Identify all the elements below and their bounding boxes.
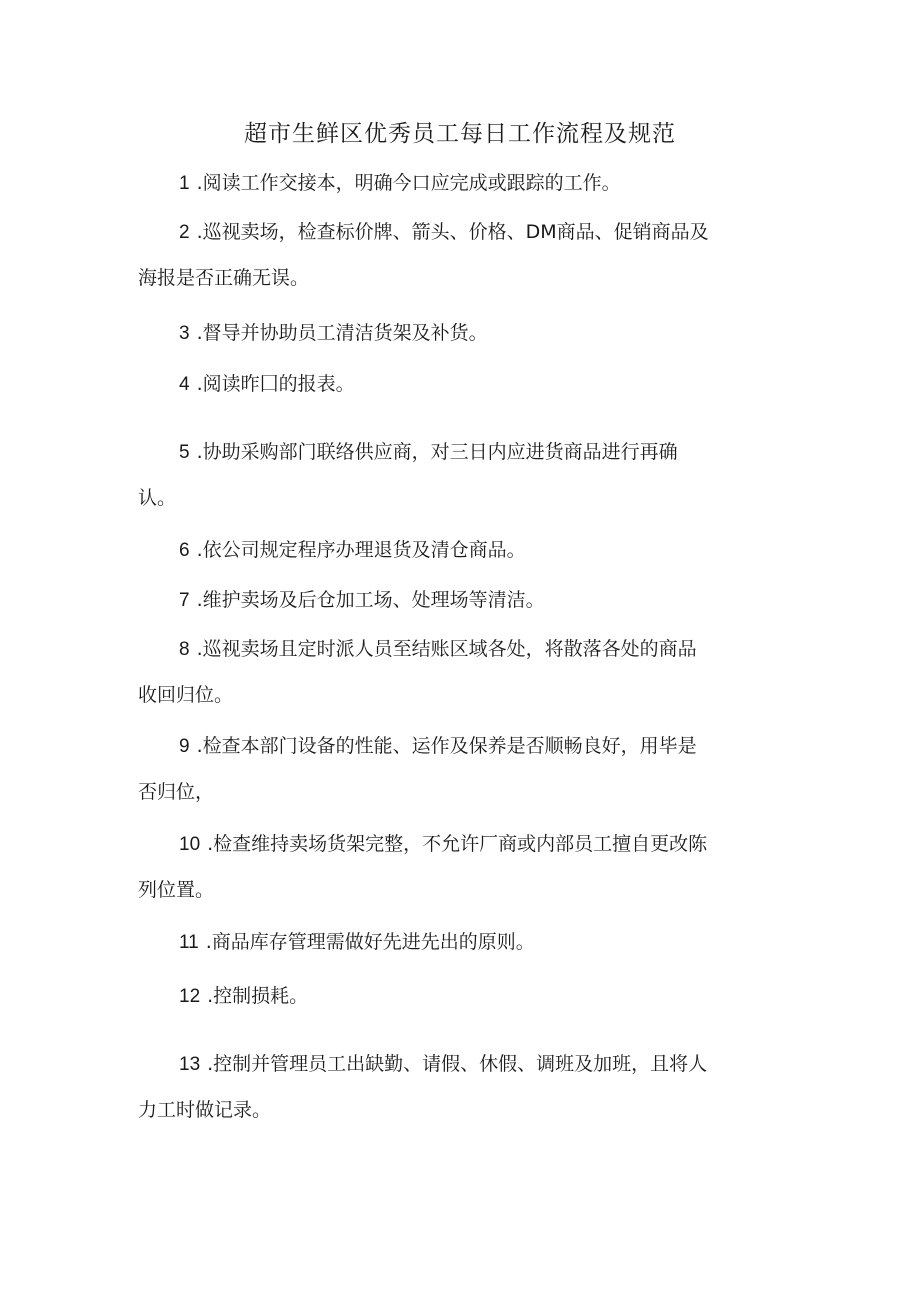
item-number: 12 [179, 986, 201, 1007]
item-number: 7 [179, 590, 190, 611]
list-item-9 [138, 733, 788, 806]
item-number: 11 [179, 932, 199, 953]
item-text: .阅读工作交接本，明确今口应完成或跟踪的工作。 [196, 172, 621, 194]
item-line-1 [138, 733, 788, 760]
item-number: 2 [179, 222, 190, 243]
item-text: .维护卖场及后仓加工场、处理场等清洁。 [196, 589, 545, 611]
list-item-11 [138, 929, 788, 956]
list-item-10 [138, 831, 788, 904]
item-text: .巡视卖场，检查标价牌、箭头、价格、DM商品、促销商品及 [196, 221, 709, 243]
item-number: 6 [179, 540, 190, 561]
list-item-8 [138, 636, 788, 709]
item-number: 5 [179, 442, 190, 463]
item-line-1 [138, 537, 788, 564]
list-item-6 [138, 537, 788, 564]
item-text: .检查维持卖场货架完整，不允许厂商或内部员工擅自更改陈 [207, 833, 708, 855]
item-line-2: 收回归位。 [138, 684, 234, 706]
item-text: .商品库存管理需做好先进先出的原则。 [205, 931, 535, 953]
item-number: 9 [179, 736, 190, 757]
item-number: 13 [179, 1054, 201, 1075]
item-line-1 [138, 219, 788, 246]
item-text: .依公司规定程序办理退货及清仓商品。 [196, 539, 526, 561]
list-item-1 [138, 170, 788, 197]
item-line-1 [138, 983, 788, 1010]
list-item-12 [138, 983, 788, 1010]
list-item-13 [138, 1051, 788, 1124]
item-number: 8 [179, 639, 190, 660]
item-number: 10 [179, 834, 201, 855]
list-item-5 [138, 439, 788, 512]
item-line-1 [138, 170, 788, 197]
item-text: .阅读昨囗的报表。 [196, 373, 355, 395]
item-number: 3 [179, 323, 190, 344]
item-line-1 [138, 439, 788, 466]
item-line-1 [138, 929, 788, 956]
item-text: .巡视卖场且定时派人员至结账区域各处，将散落各处的商品 [196, 638, 697, 660]
item-line-2: 海报是否正确无误。 [138, 267, 310, 289]
list-item-4 [138, 371, 788, 398]
item-line-2: 否归位， [138, 781, 215, 803]
item-line-2: 认。 [138, 487, 177, 509]
item-text: .检查本部门设备的性能、运作及保养是否顺畅良好，用毕是 [196, 735, 697, 757]
list-item-7 [138, 587, 788, 614]
list-item-2 [138, 219, 788, 292]
item-text: .督导并协助员工清洁货架及补货。 [196, 322, 488, 344]
item-line-1 [138, 831, 788, 858]
list-item-3 [138, 320, 788, 347]
item-number: 4 [179, 374, 190, 395]
item-text: .协助采购部门联络供应商，对三日内应进货商品进行再确 [196, 441, 678, 463]
item-text: .控制并管理员工出缺勤、请假、休假、调班及加班，且将人 [207, 1053, 708, 1075]
item-line-1 [138, 587, 788, 614]
item-line-1 [138, 636, 788, 663]
item-line-1 [138, 371, 788, 398]
item-number: 1 [179, 173, 190, 194]
item-line-1 [138, 320, 788, 347]
item-line-2: 列位置。 [138, 879, 215, 901]
item-text: .控制损耗。 [207, 985, 309, 1007]
item-line-2: 力工时做记录。 [138, 1099, 272, 1121]
item-line-1 [138, 1051, 788, 1078]
document-title: 超市生鲜区优秀员工每日工作流程及规范 [244, 121, 676, 147]
